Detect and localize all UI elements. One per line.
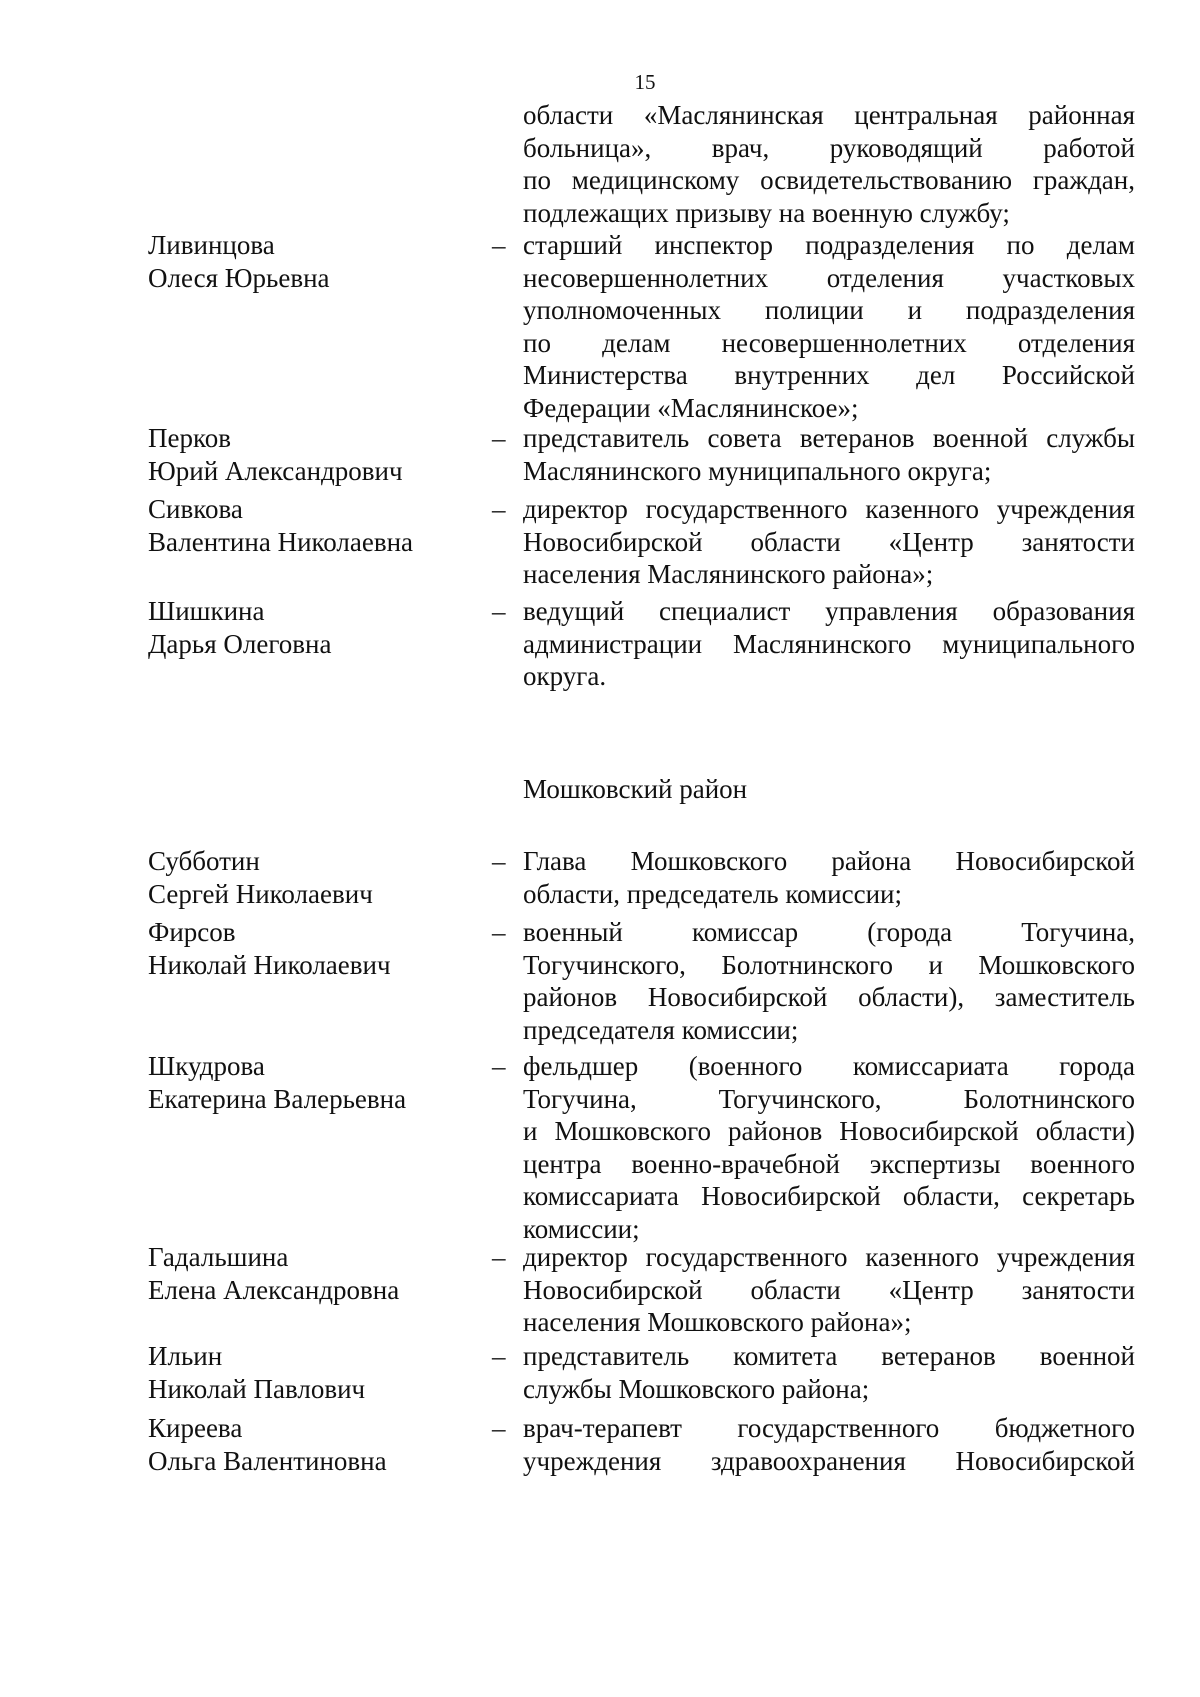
desc-line: службы Мошковского района; [523,1373,870,1404]
member-name [148,595,478,660]
member-given-name: Елена Александровна [148,1274,400,1305]
member-surname: Ильин [148,1341,223,1371]
desc-line: уполномоченных полиции и подразделения [523,295,1135,325]
entry-description [523,493,1135,591]
member-given-name: Дарья Олеговна [148,628,332,659]
member-name [148,1412,478,1477]
member-surname: Фирсов [148,917,236,947]
entry-description [523,595,1135,693]
dash-separator: – [492,494,506,524]
desc-line: Министерства внутренних дел Российской [523,360,1135,390]
member-surname: Шишкина [148,596,265,626]
desc-line: районов Новосибирской области), заместитель [523,982,1135,1012]
desc-line: ведущий специалист управления образования [523,596,1135,626]
desc-line: Федерации «Маслянинское»; [523,392,859,423]
entry-description [523,229,1135,424]
member-surname: Ливинцова [148,230,275,260]
desc-line: Тогучина, Тогучинского, Болотнинского [523,1083,1135,1114]
desc-line: военный комиссар (города Тогучина, [523,917,1135,947]
dash-separator: – [492,596,506,626]
entry-description [523,1412,1135,1477]
desc-line: фельдшер (военного комиссариата города [523,1051,1135,1081]
member-given-name: Валентина Николаевна [148,526,414,557]
dash-separator: – [492,917,506,947]
desc-line: Новосибирской области «Центр занятости [523,526,1135,557]
dash-separator: – [492,1413,506,1443]
member-surname: Киреева [148,1413,243,1443]
desc-line: больница», врач, руководящий работой [523,132,1135,163]
desc-line: несовершеннолетних отделения участковых [523,262,1135,293]
member-surname: Сивкова [148,494,243,524]
desc-line: подлежащих призыву на военную службу; [523,197,1010,228]
dash-separator: – [492,423,506,453]
member-surname: Шкудрова [148,1051,265,1081]
desc-line: Маслянинского муниципального округа; [523,455,992,486]
desc-line: учреждения здравоохранения Новосибирской [523,1445,1135,1476]
entry-description [523,422,1135,487]
desc-line: округа. [523,661,607,691]
desc-line: администрации Маслянинского муниципального [523,628,1135,659]
desc-line: населения Мошковского района»; [523,1307,912,1337]
member-given-name: Николай Николаевич [148,949,391,980]
desc-line: врач-терапевт государственного бюджетного [523,1413,1135,1443]
member-given-name: Ольга Валентиновна [148,1445,387,1476]
member-surname: Гадальшина [148,1242,289,1272]
member-given-name: Олеся Юрьевна [148,262,330,293]
member-name [148,229,478,294]
member-name [148,493,478,558]
member-given-name: Николай Павлович [148,1373,366,1404]
desc-line: комиссии; [523,1213,640,1244]
entry-description [523,845,1135,910]
desc-line: представитель совета ветеранов военной службы [523,423,1135,453]
desc-line: области «Маслянинская центральная районная [523,100,1135,130]
desc-line: центра военно-врачебной экспертизы военного [523,1148,1135,1179]
member-surname: Перков [148,423,231,453]
member-name [148,1050,478,1115]
desc-line: и Мошковского районов Новосибирской области) [523,1116,1135,1146]
entry-description [523,1340,1135,1405]
entry-description [523,1050,1135,1245]
desc-line: представитель комитета ветеранов военной [523,1341,1135,1371]
desc-line: Глава Мошковского района Новосибирской [523,846,1135,876]
member-name [148,845,478,910]
entry-description [523,1241,1135,1339]
desc-line: населения Маслянинского района»; [523,559,934,589]
entry-description [523,99,1135,229]
dash-separator: – [492,1341,506,1371]
member-name [148,1340,478,1405]
member-given-name: Юрий Александрович [148,455,403,486]
desc-line: по медицинскому освидетельствованию граждан, [523,165,1135,195]
section-heading: Мошковский район [523,774,748,804]
member-name [148,1241,478,1306]
member-given-name: Сергей Николаевич [148,878,373,909]
member-given-name: Екатерина Валерьевна [148,1083,407,1114]
desc-line: комиссариата Новосибирской области, секретарь [523,1181,1135,1211]
desc-line: Новосибирской области «Центр занятости [523,1274,1135,1305]
dash-separator: – [492,230,506,260]
desc-line: директор государственного казенного учреждения [523,494,1135,524]
desc-line: Тогучинского, Болотнинского и Мошковского [523,949,1135,980]
page-number: 15 [634,70,656,94]
desc-line: по делам несовершеннолетних отделения [523,327,1135,358]
member-name [148,422,478,487]
desc-line: области, председатель комиссии; [523,878,902,909]
dash-separator: – [492,1242,506,1272]
desc-line: председателя комиссии; [523,1014,799,1045]
dash-separator: – [492,846,506,876]
dash-separator: – [492,1051,506,1081]
member-name [148,916,478,981]
member-surname: Субботин [148,846,260,876]
desc-line: старший инспектор подразделения по делам [523,230,1135,260]
desc-line: директор государственного казенного учреждения [523,1242,1135,1272]
entry-description [523,916,1135,1046]
